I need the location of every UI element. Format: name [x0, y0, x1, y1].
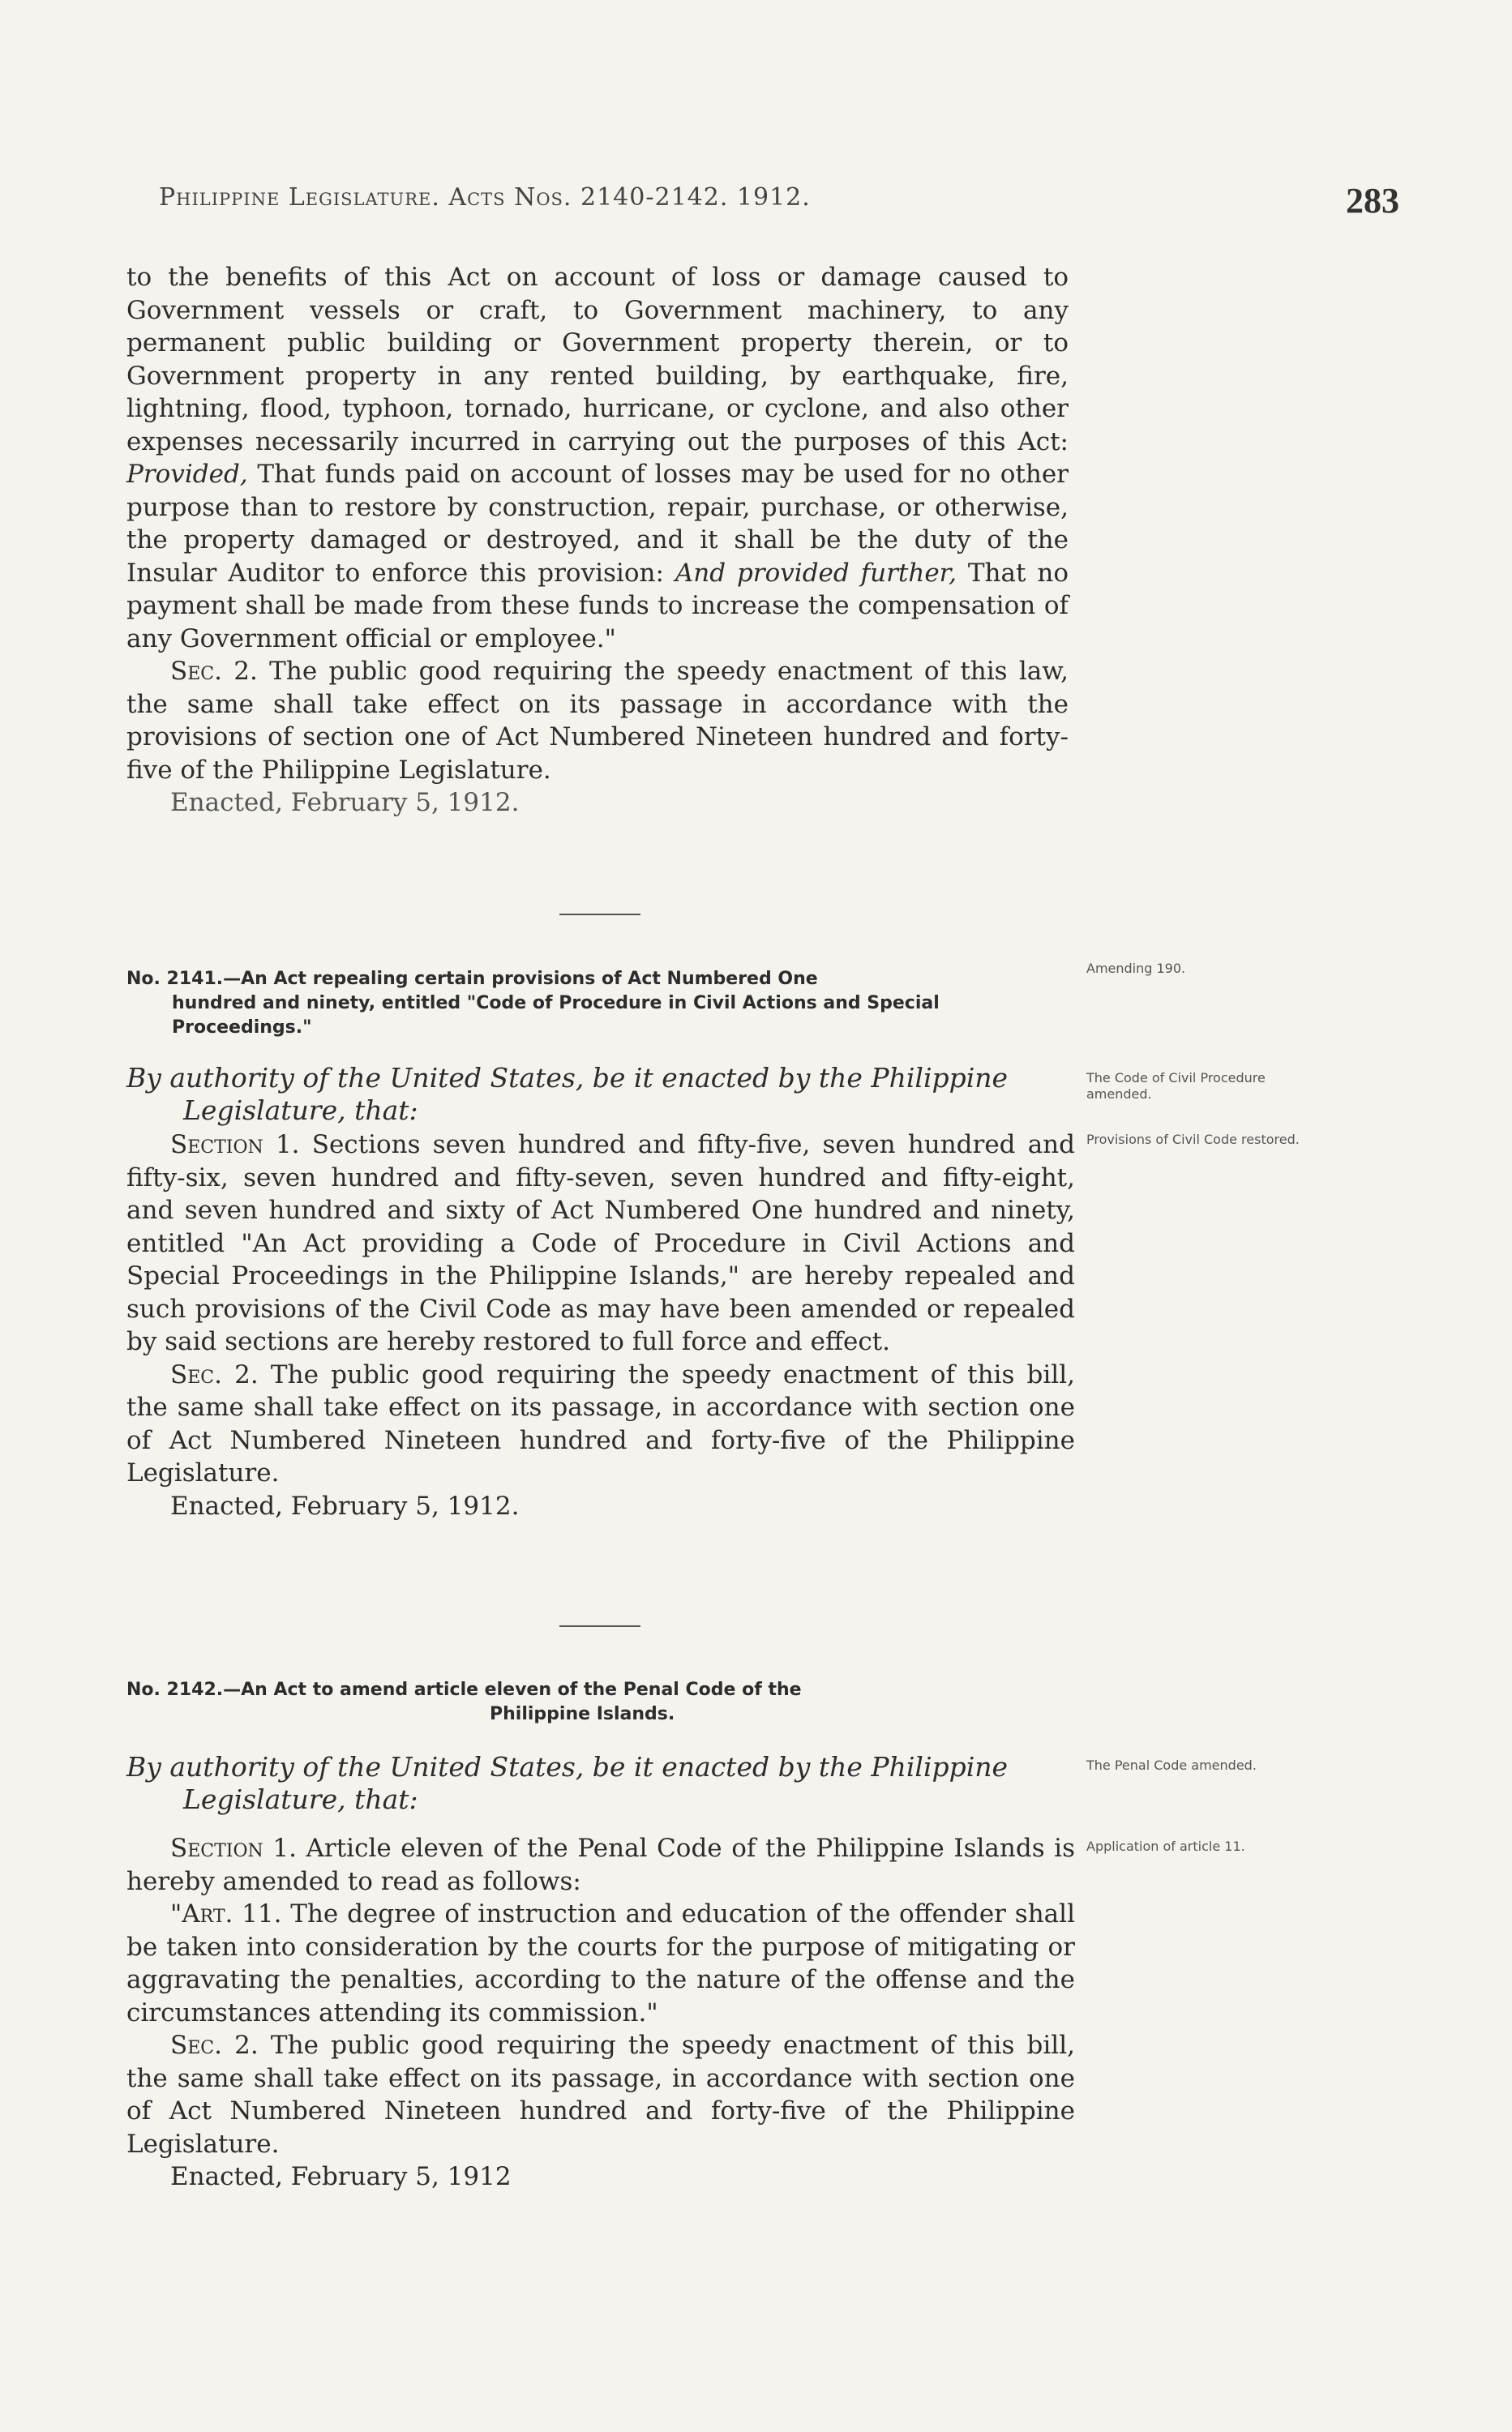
text: Article eleven of the Penal Code of the Philippine Islands is hereby amended to read as follows:: [126, 1834, 1075, 1896]
title-line: hundred and ninety, entitled "Code of Procedure in Civil Actions and Special Proceedings.": [172, 993, 940, 1038]
enacting-line: By authority of the United States, be it enacted by the Philippine: [126, 1751, 1009, 1783]
section-label: Sec. 2.: [170, 657, 258, 686]
text: The public good requiring the speedy enactment of this law, the same shall take effect on its passage in accordance with the provisions of section one of Act Numbered Nineteen hundred and forty-five of the Philippine Legislature.: [126, 657, 1069, 785]
margin-note: Application of article 11.: [1086, 1839, 1245, 1854]
section-divider: [559, 1625, 640, 1627]
section-divider: [559, 914, 640, 915]
enacting-line: Legislature, that:: [183, 1094, 418, 1126]
act-2141-title: [126, 967, 1069, 1040]
title-line: No. 2141.—An Act repealing certain provisions of Act Numbered One: [126, 969, 818, 989]
text: And provided further,: [675, 558, 957, 588]
section-label: Sec. 2.: [170, 2031, 259, 2060]
text: to the benefits of this Act on account of loss or damage caused to Government vessels or craft, to Government machinery, to any permanent public building or Government property therein, or to Government property in any rented building, by earthquake, fire, lightning, flood, typhoon, tornado, hurricane, or cyclone, and also other expenses necessarily incurred in carrying out the purposes of this Act:: [126, 263, 1069, 456]
enacting-line: By authority of the United States, be it enacted by the Philippine: [126, 1062, 1009, 1094]
text: Provided,: [126, 460, 248, 489]
act-2142-body: [126, 1832, 1075, 2194]
enacted-date: Enacted, February 5, 1912: [170, 2162, 512, 2191]
section-2: [126, 2029, 1075, 2160]
enacting-clause: [126, 1062, 1069, 1127]
margin-note: Provisions of Civil Code restored.: [1086, 1132, 1300, 1147]
text: The public good requiring the speedy enactment of this bill, the same shall take effect on its passage, in accordance with section one of Act Numbered Nineteen hundred and forty-five of the Philippine Legislature.: [126, 1359, 1075, 1488]
section-2: [126, 655, 1069, 786]
text: The public good requiring the speedy enactment of this bill, the same shall take effect on its passage, in accordance with section one of Act Numbered Nineteen hundred and forty-five of the Philippine Legislature.: [126, 2031, 1075, 2159]
enacting-line: Legislature, that:: [183, 1783, 418, 1815]
title-line: Philippine Islands.: [490, 1704, 675, 1724]
margin-note: Amending 190.: [1086, 961, 1186, 976]
enacting-clause: [126, 1751, 1069, 1816]
text: Sections seven hundred and fifty-five, seven hundred and fifty-six, seven hundred and fifty-seven, seven hundred and fifty-eight, and seven hundred and sixty of Act Numbered One hundred and ninety, entitled "An Act providing a Code of Procedure in Civil Actions and Special Proceedings in the Philippine Islands," are hereby repealed and such provisions of the Civil Code as may have been amended or repealed by said sections are hereby restored to full force and effect.: [126, 1130, 1075, 1356]
section-label: Sec. 2.: [170, 1359, 259, 1389]
text: The degree of instruction and education of the offender shall be taken into consideration by the courts for the purpose of mitigating or aggravating the penalties, according to the nature of the offense and the circumstances attending its commission.": [126, 1899, 1075, 2027]
text: That funds paid on account of losses may be used for no other purpose than to restore by construction, repair, purchase, or otherwise, the property damaged or destroyed, and it shall be the duty of the Insular Auditor to enforce this provision:: [126, 460, 1069, 588]
section-label: Section 1.: [170, 1130, 300, 1159]
enacted-date: Enacted, February 5, 1912.: [170, 1491, 520, 1521]
section-label: Section 1.: [170, 1834, 297, 1863]
title-line: No. 2142.—An Act to amend article eleven of the Penal Code of the: [126, 1680, 802, 1700]
text: That no payment shall be made from these funds to increase the compensation of any Government official or employee.": [126, 558, 1069, 653]
section-1: [126, 1128, 1075, 1359]
enacted-date: Enacted, February 5, 1912.: [170, 788, 520, 817]
act-2142-title: [126, 1678, 1069, 1727]
section-1: [126, 1832, 1075, 1898]
margin-note: The Penal Code amended.: [1086, 1758, 1257, 1773]
act-2140-continuation: [126, 261, 1069, 820]
page-number: 283: [1346, 181, 1399, 221]
article-label: "Art. 11.: [170, 1899, 282, 1929]
article-11: [126, 1898, 1075, 2029]
paragraph: [126, 261, 1069, 655]
act-2141-body: [126, 1128, 1075, 1522]
running-header: Philippine Legislature. Acts Nos. 2140-2142. 1912.: [159, 183, 811, 212]
margin-note: The Code of Civil Procedure amended.: [1086, 1070, 1266, 1102]
section-2: [126, 1359, 1075, 1490]
